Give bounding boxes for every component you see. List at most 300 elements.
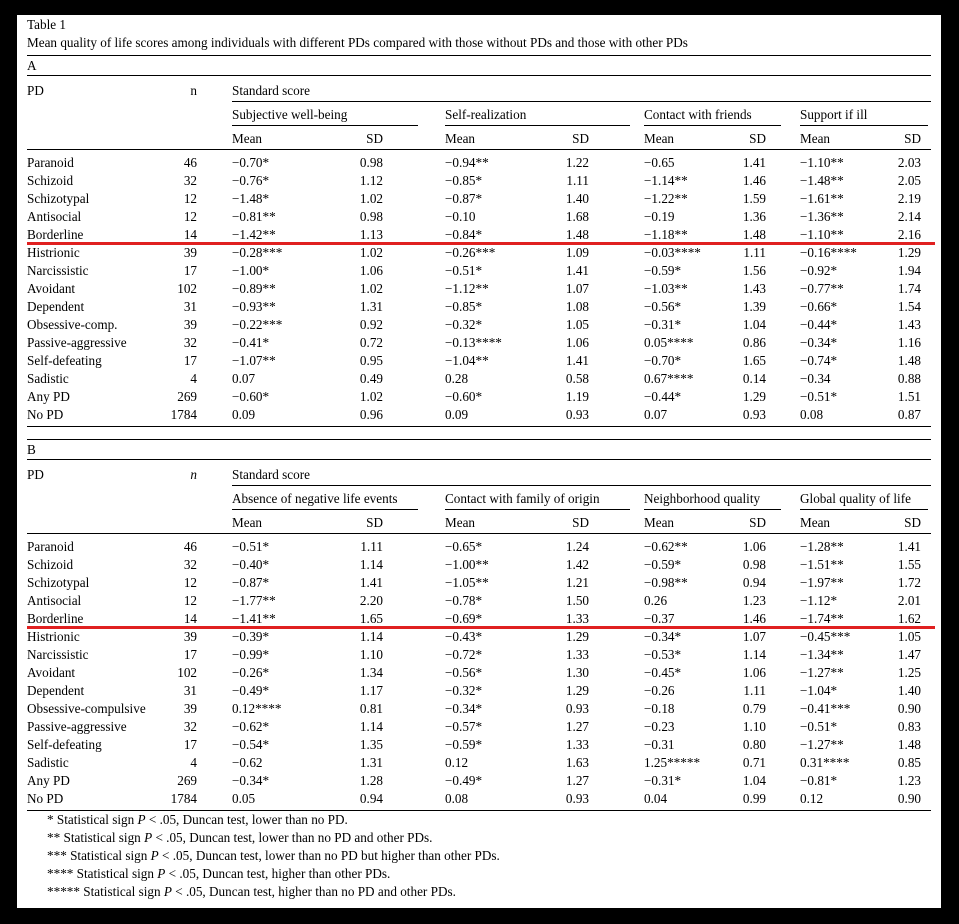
cell-mean-value: −0.49* bbox=[445, 773, 483, 788]
cell-sd-value: 0.98 bbox=[742, 557, 766, 572]
cell-mean-value: −0.37 bbox=[644, 611, 675, 626]
cell-sd-value: 1.33 bbox=[565, 611, 589, 626]
cell-sd-value: 1.06 bbox=[359, 263, 383, 278]
panel-label: B bbox=[27, 442, 36, 457]
cell-sd-value: 1.09 bbox=[565, 245, 589, 260]
footnote bbox=[47, 884, 456, 899]
cell-sd-value: 0.83 bbox=[897, 719, 921, 734]
row-label-pd: No PD bbox=[27, 791, 64, 806]
cell-mean-value: −0.62** bbox=[644, 539, 688, 554]
cell-mean-value: −0.56* bbox=[644, 299, 682, 314]
column-group-rule bbox=[232, 125, 418, 126]
cell-mean-value: −0.57* bbox=[445, 719, 483, 734]
row-label-pd: Any PD bbox=[27, 389, 70, 404]
cell-mean-value: −0.43* bbox=[445, 629, 483, 644]
cell-mean-value: −0.54* bbox=[232, 737, 270, 752]
column-group-rule bbox=[445, 125, 630, 126]
panel-label: A bbox=[27, 58, 37, 73]
cell-mean-value: −0.74* bbox=[800, 353, 838, 368]
cell-mean-value: 0.05 bbox=[232, 791, 256, 806]
column-group-rule bbox=[445, 509, 630, 510]
footnote-stars: ** bbox=[47, 830, 64, 845]
row-n-value: 31 bbox=[183, 299, 197, 314]
cell-mean-value: −1.27** bbox=[800, 665, 844, 680]
cell-mean-value: 0.05**** bbox=[644, 335, 694, 350]
column-header-mean: Mean bbox=[800, 131, 831, 146]
footnote-text: < .05, Duncan test, lower than no PD but higher than other PDs. bbox=[158, 848, 500, 863]
cell-mean-value: −0.77** bbox=[800, 281, 844, 296]
row-n-value: 1784 bbox=[170, 791, 197, 806]
cell-sd-value: 1.31 bbox=[359, 299, 383, 314]
cell-mean-value: −0.93** bbox=[232, 299, 276, 314]
cell-sd-value: 1.59 bbox=[742, 191, 766, 206]
cell-sd-value: 0.58 bbox=[565, 371, 589, 386]
footnote-text: < .05, Duncan test, lower than no PD. bbox=[145, 812, 348, 827]
cell-sd-value: 0.95 bbox=[359, 353, 383, 368]
cell-sd-value: 1.11 bbox=[566, 173, 589, 188]
cell-mean-value: −1.61** bbox=[800, 191, 844, 206]
cell-mean-value: −1.00** bbox=[445, 557, 489, 572]
cell-sd-value: 0.98 bbox=[359, 209, 383, 224]
cell-sd-value: 1.62 bbox=[897, 611, 921, 626]
panel-label-rule bbox=[27, 459, 931, 460]
row-n-value: 17 bbox=[183, 737, 197, 752]
footnote-text: < .05, Duncan test, lower than no PD and other PDs. bbox=[152, 830, 433, 845]
column-header-sd: SD bbox=[904, 131, 921, 146]
row-label-pd: Passive-aggressive bbox=[27, 719, 127, 734]
cell-sd-value: 1.34 bbox=[359, 665, 383, 680]
column-group-rule bbox=[800, 509, 928, 510]
cell-mean-value: 0.31**** bbox=[800, 755, 850, 770]
cell-sd-value: 1.31 bbox=[359, 755, 383, 770]
cell-sd-value: 0.71 bbox=[742, 755, 766, 770]
cell-sd-value: 1.29 bbox=[565, 683, 589, 698]
row-label-pd: Borderline bbox=[27, 611, 84, 626]
cell-mean-value: 0.28 bbox=[445, 371, 469, 386]
footnote-p: P bbox=[144, 830, 153, 845]
cell-sd-value: 1.06 bbox=[565, 335, 589, 350]
table-title: Mean quality of life scores among individuals with different PDs compared with those without PDs and those with other PDs bbox=[27, 35, 688, 50]
column-header-sd: SD bbox=[749, 515, 766, 530]
cell-sd-value: 1.10 bbox=[359, 647, 383, 662]
cell-sd-value: 1.16 bbox=[897, 335, 921, 350]
cell-mean-value: −0.69* bbox=[445, 611, 483, 626]
cell-sd-value: 1.29 bbox=[565, 629, 589, 644]
cell-mean-value: −0.99* bbox=[232, 647, 270, 662]
standard-score-rule bbox=[232, 101, 931, 102]
cell-sd-value: 1.05 bbox=[565, 317, 589, 332]
cell-mean-value: −0.51* bbox=[445, 263, 483, 278]
cell-mean-value: −1.04* bbox=[800, 683, 838, 698]
cell-sd-value: 1.47 bbox=[897, 647, 921, 662]
cell-sd-value: 1.48 bbox=[565, 227, 589, 242]
row-label-pd: Schizotypal bbox=[27, 191, 90, 206]
cell-sd-value: 1.10 bbox=[742, 719, 766, 734]
column-header-n: n bbox=[190, 83, 197, 98]
cell-mean-value: −0.32* bbox=[445, 317, 483, 332]
footnote-p: P bbox=[157, 866, 166, 881]
cell-mean-value: −0.70* bbox=[232, 155, 270, 170]
cell-mean-value: −1.41** bbox=[232, 611, 276, 626]
row-n-value: 12 bbox=[183, 575, 197, 590]
cell-mean-value: −0.81* bbox=[800, 773, 838, 788]
cell-sd-value: 1.25 bbox=[897, 665, 921, 680]
cell-sd-value: 0.98 bbox=[359, 155, 383, 170]
cell-sd-value: 1.08 bbox=[565, 299, 589, 314]
row-n-value: 269 bbox=[177, 389, 197, 404]
row-n-value: 12 bbox=[183, 191, 197, 206]
cell-mean-value: −0.16**** bbox=[800, 245, 857, 260]
cell-mean-value: −1.18** bbox=[644, 227, 688, 242]
cell-sd-value: 1.94 bbox=[897, 263, 921, 278]
table-sheet bbox=[17, 15, 941, 908]
cell-sd-value: 1.11 bbox=[360, 539, 383, 554]
cell-mean-value: −1.07** bbox=[232, 353, 276, 368]
column-header-pd: PD bbox=[27, 83, 44, 98]
row-n-value: 102 bbox=[177, 665, 197, 680]
column-group-rule bbox=[644, 509, 781, 510]
column-header-mean: Mean bbox=[445, 131, 476, 146]
cell-sd-value: 2.01 bbox=[897, 593, 921, 608]
header-bottom-rule bbox=[27, 149, 931, 150]
cell-sd-value: 0.14 bbox=[742, 371, 766, 386]
panel-top-rule bbox=[27, 439, 931, 440]
cell-sd-value: 0.86 bbox=[742, 335, 766, 350]
cell-mean-value: −0.31 bbox=[644, 737, 675, 752]
row-label-pd: Obsessive-comp. bbox=[27, 317, 118, 332]
cell-mean-value: −0.62 bbox=[232, 755, 263, 770]
cell-sd-value: 1.07 bbox=[565, 281, 589, 296]
cell-sd-value: 0.94 bbox=[359, 791, 383, 806]
column-header-sd: SD bbox=[572, 515, 589, 530]
cell-sd-value: 1.48 bbox=[897, 737, 921, 752]
cell-mean-value: −0.81** bbox=[232, 209, 276, 224]
cell-mean-value: −1.10** bbox=[800, 227, 844, 242]
cell-mean-value: −1.97** bbox=[800, 575, 844, 590]
cell-mean-value: −0.62* bbox=[232, 719, 270, 734]
cell-mean-value: −1.14** bbox=[644, 173, 688, 188]
cell-mean-value: 0.07 bbox=[644, 407, 668, 422]
cell-mean-value: 0.04 bbox=[644, 791, 668, 806]
cell-sd-value: 1.13 bbox=[359, 227, 383, 242]
cell-mean-value: −1.03** bbox=[644, 281, 688, 296]
cell-sd-value: 1.29 bbox=[897, 245, 921, 260]
cell-mean-value: −0.66* bbox=[800, 299, 838, 314]
cell-mean-value: −1.74** bbox=[800, 611, 844, 626]
row-n-value: 46 bbox=[183, 539, 197, 554]
cell-sd-value: 0.80 bbox=[742, 737, 766, 752]
cell-mean-value: −0.31* bbox=[644, 317, 682, 332]
cell-sd-value: 1.65 bbox=[359, 611, 383, 626]
cell-sd-value: 1.23 bbox=[897, 773, 921, 788]
column-header-mean: Mean bbox=[644, 515, 675, 530]
cell-sd-value: 1.29 bbox=[742, 389, 766, 404]
cell-mean-value: −0.03**** bbox=[644, 245, 701, 260]
column-header-mean: Mean bbox=[232, 131, 263, 146]
cell-mean-value: −0.70* bbox=[644, 353, 682, 368]
cell-sd-value: 1.68 bbox=[565, 209, 589, 224]
cell-mean-value: −0.45* bbox=[644, 665, 682, 680]
cell-mean-value: −0.59* bbox=[445, 737, 483, 752]
footnote-text: < .05, Duncan test, higher than other PDs. bbox=[165, 866, 391, 881]
cell-mean-value: 0.09 bbox=[445, 407, 469, 422]
row-n-value: 31 bbox=[183, 683, 197, 698]
row-label-pd: Sadistic bbox=[27, 755, 69, 770]
row-n-value: 39 bbox=[183, 629, 197, 644]
cell-sd-value: 0.81 bbox=[359, 701, 383, 716]
cell-sd-value: 1.54 bbox=[897, 299, 921, 314]
cell-sd-value: 1.17 bbox=[359, 683, 383, 698]
cell-mean-value: −1.00* bbox=[232, 263, 270, 278]
cell-sd-value: 1.19 bbox=[565, 389, 589, 404]
cell-mean-value: −0.34* bbox=[644, 629, 682, 644]
cell-mean-value: −0.98** bbox=[644, 575, 688, 590]
cell-mean-value: −0.87* bbox=[445, 191, 483, 206]
footnote-text: Statistical sign bbox=[56, 812, 138, 827]
cell-sd-value: 1.30 bbox=[565, 665, 589, 680]
cell-mean-value: −0.34* bbox=[800, 335, 838, 350]
cell-sd-value: 1.41 bbox=[565, 263, 589, 278]
cell-mean-value: 0.08 bbox=[445, 791, 469, 806]
cell-mean-value: −0.92* bbox=[800, 263, 838, 278]
cell-mean-value: −0.22*** bbox=[232, 317, 283, 332]
cell-sd-value: 1.41 bbox=[359, 575, 383, 590]
cell-sd-value: 0.90 bbox=[897, 701, 921, 716]
cell-mean-value: −0.51* bbox=[232, 539, 270, 554]
footnote bbox=[47, 848, 500, 863]
row-n-value: 12 bbox=[183, 593, 197, 608]
cell-sd-value: 1.63 bbox=[565, 755, 589, 770]
cell-sd-value: 2.14 bbox=[897, 209, 921, 224]
cell-mean-value: −1.12* bbox=[800, 593, 838, 608]
row-label-pd: Paranoid bbox=[27, 539, 74, 554]
row-n-value: 39 bbox=[183, 701, 197, 716]
cell-sd-value: 1.02 bbox=[359, 191, 383, 206]
row-label-pd: Passive-aggressive bbox=[27, 335, 127, 350]
row-n-value: 102 bbox=[177, 281, 197, 296]
cell-sd-value: 1.41 bbox=[565, 353, 589, 368]
cell-mean-value: −0.32* bbox=[445, 683, 483, 698]
cell-mean-value: −0.26*** bbox=[445, 245, 496, 260]
cell-sd-value: 1.36 bbox=[742, 209, 766, 224]
column-group-header: Contact with friends bbox=[644, 107, 752, 122]
cell-mean-value: −0.19 bbox=[644, 209, 675, 224]
cell-sd-value: 0.85 bbox=[897, 755, 921, 770]
column-header-mean: Mean bbox=[644, 131, 675, 146]
cell-sd-value: 2.16 bbox=[897, 227, 921, 242]
column-header-mean: Mean bbox=[232, 515, 263, 530]
cell-sd-value: 2.20 bbox=[359, 593, 383, 608]
cell-mean-value: −0.85* bbox=[445, 173, 483, 188]
cell-sd-value: 1.23 bbox=[742, 593, 766, 608]
cell-sd-value: 0.72 bbox=[359, 335, 383, 350]
cell-sd-value: 0.99 bbox=[742, 791, 766, 806]
row-label-pd: Narcissistic bbox=[27, 263, 89, 278]
footnote-text: Statistical sign bbox=[63, 830, 145, 845]
column-group-rule bbox=[800, 125, 928, 126]
cell-mean-value: −0.26 bbox=[644, 683, 675, 698]
cell-mean-value: −0.44* bbox=[800, 317, 838, 332]
cell-mean-value: −1.48** bbox=[800, 173, 844, 188]
cell-sd-value: 1.11 bbox=[743, 245, 766, 260]
footnote bbox=[47, 830, 432, 845]
cell-sd-value: 1.51 bbox=[897, 389, 921, 404]
column-header-sd: SD bbox=[572, 131, 589, 146]
cell-sd-value: 1.14 bbox=[359, 629, 383, 644]
cell-mean-value: −0.85* bbox=[445, 299, 483, 314]
cell-mean-value: −1.05** bbox=[445, 575, 489, 590]
column-header-sd: SD bbox=[366, 131, 383, 146]
cell-sd-value: 1.04 bbox=[742, 317, 766, 332]
row-n-value: 4 bbox=[190, 371, 197, 386]
row-n-value: 32 bbox=[183, 557, 197, 572]
cell-sd-value: 1.06 bbox=[742, 665, 766, 680]
panel-bottom-rule bbox=[27, 426, 931, 427]
cell-mean-value: −1.04** bbox=[445, 353, 489, 368]
column-group-header: Self-realization bbox=[445, 107, 527, 122]
cell-mean-value: −1.77** bbox=[232, 593, 276, 608]
cell-sd-value: 0.90 bbox=[897, 791, 921, 806]
footnote-p: P bbox=[150, 848, 159, 863]
cell-sd-value: 1.11 bbox=[743, 683, 766, 698]
cell-sd-value: 1.05 bbox=[897, 629, 921, 644]
column-header-sd: SD bbox=[904, 515, 921, 530]
footnote-stars: * bbox=[47, 812, 57, 827]
cell-sd-value: 1.27 bbox=[565, 773, 589, 788]
column-group-rule bbox=[232, 509, 418, 510]
cell-mean-value: 0.26 bbox=[644, 593, 668, 608]
table-number: Table 1 bbox=[27, 17, 66, 32]
cell-mean-value: −0.34 bbox=[800, 371, 831, 386]
row-label-pd: Obsessive-compulsive bbox=[27, 701, 146, 716]
column-header-standard-score: Standard score bbox=[232, 467, 310, 482]
cell-sd-value: 0.79 bbox=[742, 701, 766, 716]
cell-mean-value: −0.59* bbox=[644, 263, 682, 278]
column-group-header: Contact with family of origin bbox=[445, 491, 600, 506]
row-n-value: 32 bbox=[183, 719, 197, 734]
column-group-header: Global quality of life bbox=[800, 491, 911, 506]
cell-mean-value: −0.65* bbox=[445, 539, 483, 554]
cell-mean-value: −1.22** bbox=[644, 191, 688, 206]
row-n-value: 4 bbox=[190, 755, 197, 770]
cell-sd-value: 1.48 bbox=[897, 353, 921, 368]
row-n-value: 17 bbox=[183, 263, 197, 278]
cell-sd-value: 1.27 bbox=[565, 719, 589, 734]
cell-mean-value: −0.60* bbox=[445, 389, 483, 404]
footnote-stars: *** bbox=[47, 848, 71, 863]
cell-mean-value: −0.87* bbox=[232, 575, 270, 590]
cell-mean-value: −1.51** bbox=[800, 557, 844, 572]
footnote-p: P bbox=[163, 884, 172, 899]
cell-sd-value: 1.12 bbox=[359, 173, 383, 188]
cell-mean-value: −1.42** bbox=[232, 227, 276, 242]
cell-mean-value: −0.59* bbox=[644, 557, 682, 572]
cell-sd-value: 1.33 bbox=[565, 647, 589, 662]
cell-sd-value: 1.14 bbox=[742, 647, 766, 662]
footnote-p: P bbox=[137, 812, 146, 827]
cell-mean-value: −0.53* bbox=[644, 647, 682, 662]
cell-mean-value: −0.72* bbox=[445, 647, 483, 662]
cell-sd-value: 1.56 bbox=[742, 263, 766, 278]
footnote-text: Statistical sign bbox=[83, 884, 164, 899]
footnote bbox=[47, 866, 390, 881]
cell-sd-value: 2.03 bbox=[897, 155, 921, 170]
row-n-value: 269 bbox=[177, 773, 197, 788]
row-label-pd: Dependent bbox=[27, 299, 85, 314]
cell-sd-value: 1.40 bbox=[897, 683, 921, 698]
cell-sd-value: 1.42 bbox=[565, 557, 589, 572]
cell-mean-value: 1.25***** bbox=[644, 755, 701, 770]
cell-mean-value: −0.18 bbox=[644, 701, 675, 716]
cell-sd-value: 1.43 bbox=[897, 317, 921, 332]
panel-bottom-rule bbox=[27, 810, 931, 811]
cell-sd-value: 1.28 bbox=[359, 773, 383, 788]
cell-sd-value: 1.50 bbox=[565, 593, 589, 608]
row-label-pd: Any PD bbox=[27, 773, 70, 788]
cell-sd-value: 1.40 bbox=[565, 191, 589, 206]
cell-sd-value: 1.14 bbox=[359, 557, 383, 572]
row-n-value: 1784 bbox=[170, 407, 197, 422]
column-header-sd: SD bbox=[749, 131, 766, 146]
highlight-line bbox=[27, 626, 935, 629]
cell-sd-value: 1.48 bbox=[742, 227, 766, 242]
row-n-value: 39 bbox=[183, 317, 197, 332]
footnote-stars: ***** bbox=[47, 884, 84, 899]
column-header-sd: SD bbox=[366, 515, 383, 530]
cell-mean-value: −0.51* bbox=[800, 719, 838, 734]
cell-sd-value: 1.02 bbox=[359, 389, 383, 404]
cell-mean-value: −1.48* bbox=[232, 191, 270, 206]
row-n-value: 12 bbox=[183, 209, 197, 224]
cell-mean-value: −0.13**** bbox=[445, 335, 502, 350]
cell-sd-value: 0.88 bbox=[897, 371, 921, 386]
row-n-value: 46 bbox=[183, 155, 197, 170]
cell-mean-value: −0.10 bbox=[445, 209, 476, 224]
cell-sd-value: 0.93 bbox=[742, 407, 766, 422]
cell-sd-value: 1.02 bbox=[359, 281, 383, 296]
cell-mean-value: 0.67**** bbox=[644, 371, 694, 386]
cell-mean-value: −1.27** bbox=[800, 737, 844, 752]
row-label-pd: No PD bbox=[27, 407, 64, 422]
column-header-standard-score: Standard score bbox=[232, 83, 310, 98]
cell-mean-value: 0.12 bbox=[800, 791, 824, 806]
cell-sd-value: 1.55 bbox=[897, 557, 921, 572]
cell-sd-value: 1.43 bbox=[742, 281, 766, 296]
cell-mean-value: 0.12**** bbox=[232, 701, 282, 716]
panel-top-rule bbox=[27, 55, 931, 56]
standard-score-rule bbox=[232, 485, 931, 486]
cell-sd-value: 1.74 bbox=[897, 281, 921, 296]
row-label-pd: Paranoid bbox=[27, 155, 74, 170]
row-n-value: 32 bbox=[183, 335, 197, 350]
row-label-pd: Antisocial bbox=[27, 593, 82, 608]
cell-mean-value: −0.56* bbox=[445, 665, 483, 680]
header-bottom-rule bbox=[27, 533, 931, 534]
cell-sd-value: 1.24 bbox=[565, 539, 589, 554]
cell-sd-value: 1.22 bbox=[565, 155, 589, 170]
cell-sd-value: 1.46 bbox=[742, 611, 766, 626]
row-label-pd: Histrionic bbox=[27, 245, 80, 260]
footnote-stars: **** bbox=[47, 866, 77, 881]
row-label-pd: Antisocial bbox=[27, 209, 82, 224]
cell-mean-value: −1.28** bbox=[800, 539, 844, 554]
row-n-value: 17 bbox=[183, 647, 197, 662]
cell-sd-value: 1.04 bbox=[742, 773, 766, 788]
cell-sd-value: 1.41 bbox=[742, 155, 766, 170]
cell-mean-value: −0.76* bbox=[232, 173, 270, 188]
row-label-pd: Self-defeating bbox=[27, 737, 102, 752]
cell-sd-value: 1.41 bbox=[897, 539, 921, 554]
